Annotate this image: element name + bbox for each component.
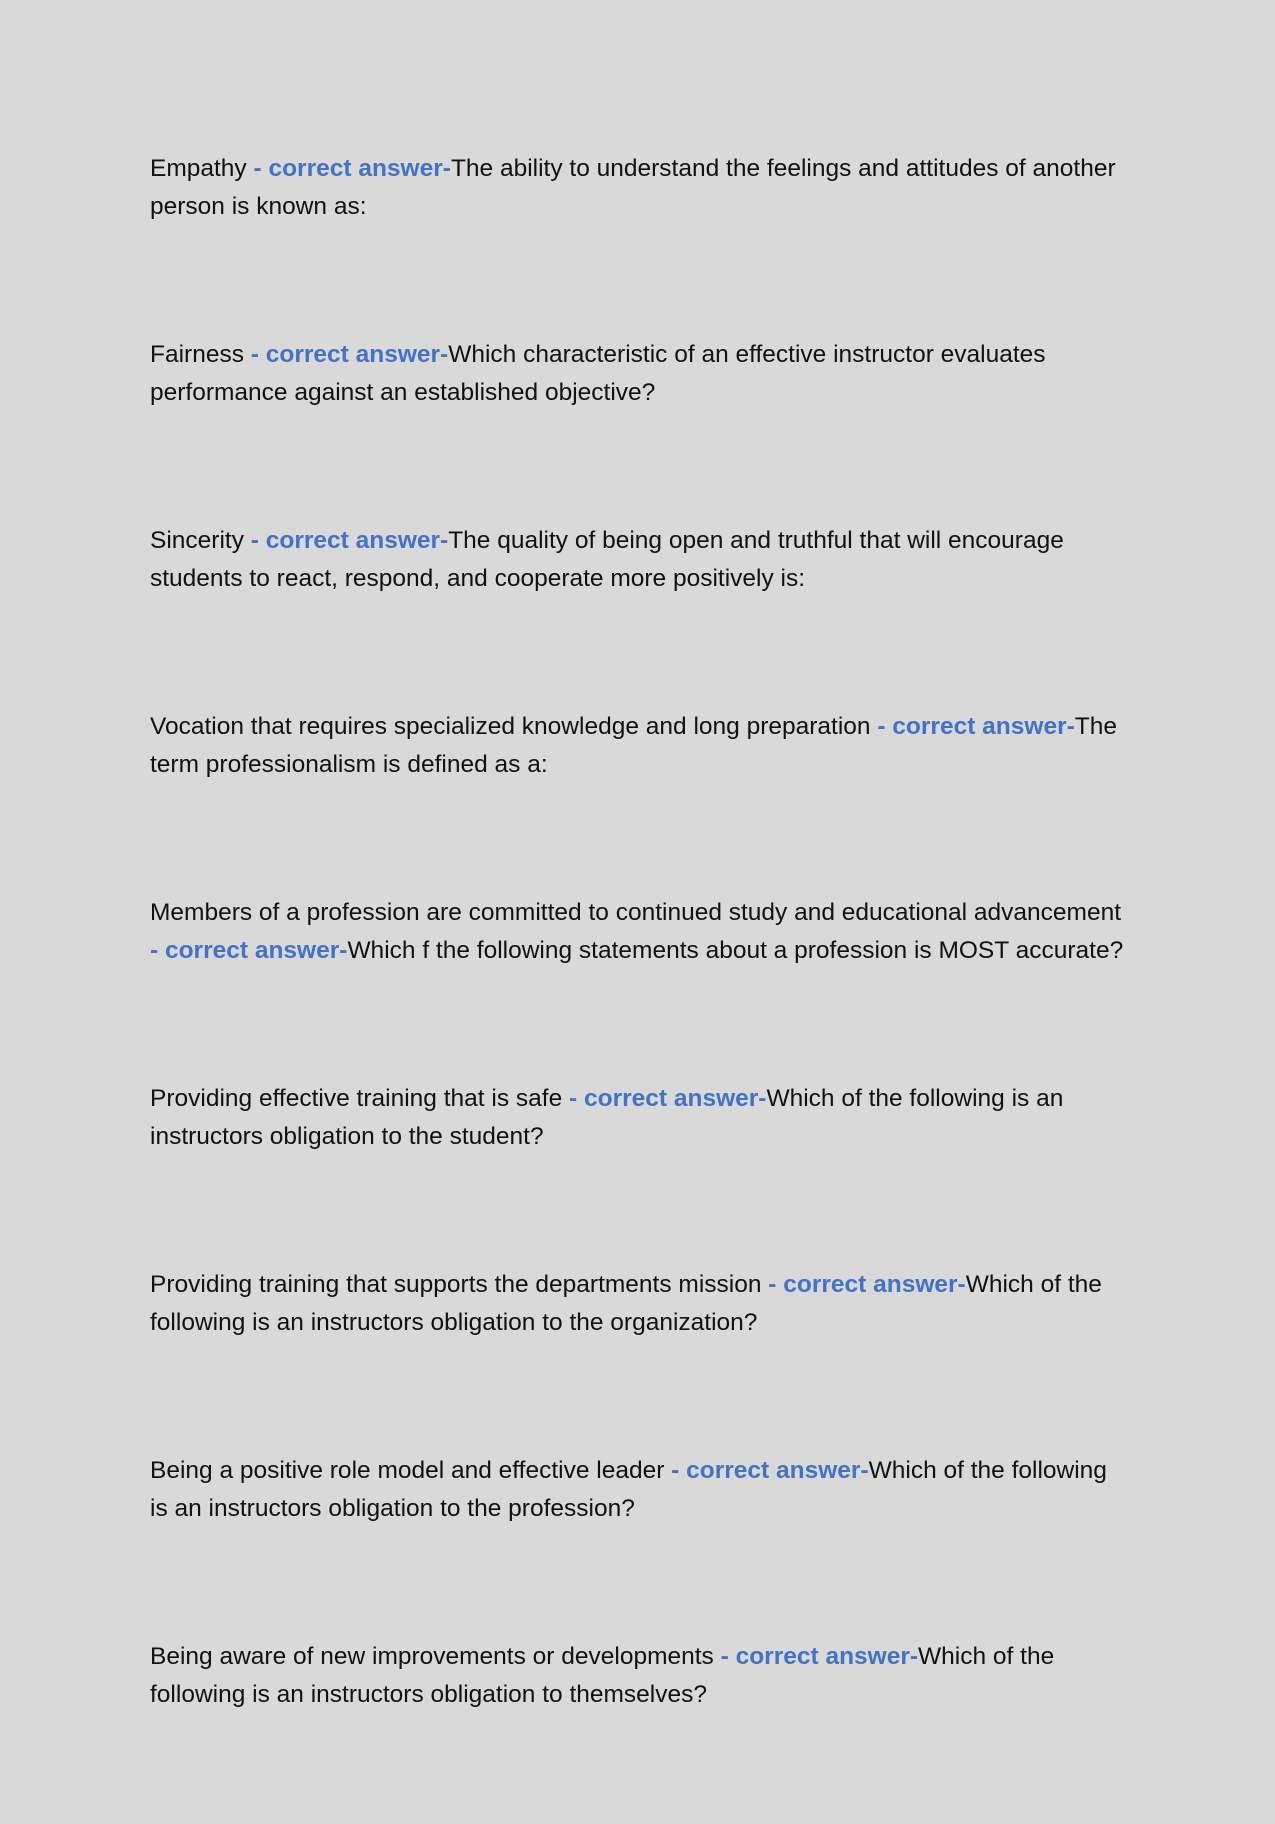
- correct-answer-separator: - correct answer-: [562, 1085, 767, 1112]
- correct-answer-separator: - correct answer-: [664, 1457, 869, 1484]
- question-text: Which of the following is an instructors obligation to the student?: [150, 1085, 1064, 1150]
- answer-text: Being a positive role model and effective leader: [150, 1457, 665, 1484]
- answer-text: Members of a profession are committed to continued study and educational advancement: [150, 899, 1122, 926]
- correct-answer-separator: - correct answer-: [243, 527, 449, 554]
- correct-answer-separator: - correct answer-: [870, 713, 1075, 740]
- answer-text: Being aware of new improvements or developments: [150, 1643, 714, 1670]
- flashcard-entry: [150, 1638, 1130, 1714]
- answer-text: Empathy: [150, 155, 247, 182]
- correct-answer-separator: - correct answer-: [246, 155, 451, 182]
- answer-text: Fairness: [150, 341, 244, 368]
- flashcard-entry: [150, 522, 1130, 598]
- answer-text: Vocation that requires specialized knowledge and long preparation: [150, 713, 871, 740]
- question-text: Which of the following is an instructors obligation to themselves?: [150, 1643, 1055, 1708]
- question-text: The quality of being open and truthful that will encourage students to react, respond, and cooperate more positively is:: [150, 527, 1064, 592]
- question-text: The ability to understand the feelings and attitudes of another person is known as:: [150, 155, 1116, 220]
- correct-answer-separator: - correct answer-: [150, 937, 348, 964]
- flashcard-entry: [150, 708, 1130, 784]
- flashcard-entry: [150, 336, 1130, 412]
- answer-text: Sincerity: [150, 527, 244, 554]
- answer-text: Providing training that supports the departments mission: [150, 1271, 762, 1298]
- flashcard-entry: [150, 1452, 1130, 1528]
- document-page: [150, 150, 1130, 1824]
- answer-text: Providing effective training that is safe: [150, 1085, 563, 1112]
- question-text: The term professionalism is defined as a:: [150, 713, 1117, 778]
- question-text: Which of the following is an instructors obligation to the organization?: [150, 1271, 1102, 1336]
- question-text: Which characteristic of an effective instructor evaluates performance against an established objective?: [150, 341, 1046, 406]
- flashcard-entry: [150, 150, 1130, 226]
- correct-answer-separator: - correct answer-: [713, 1643, 919, 1670]
- flashcard-entry: [150, 1080, 1130, 1156]
- correct-answer-separator: - correct answer-: [761, 1271, 966, 1298]
- question-text: Which f the following statements about a profession is MOST accurate?: [347, 937, 1124, 964]
- flashcard-entry: [150, 1266, 1130, 1342]
- flashcard-entry: [150, 894, 1130, 970]
- question-text: Which of the following is an instructors obligation to the profession?: [150, 1457, 1107, 1522]
- correct-answer-separator: - correct answer-: [243, 341, 449, 368]
